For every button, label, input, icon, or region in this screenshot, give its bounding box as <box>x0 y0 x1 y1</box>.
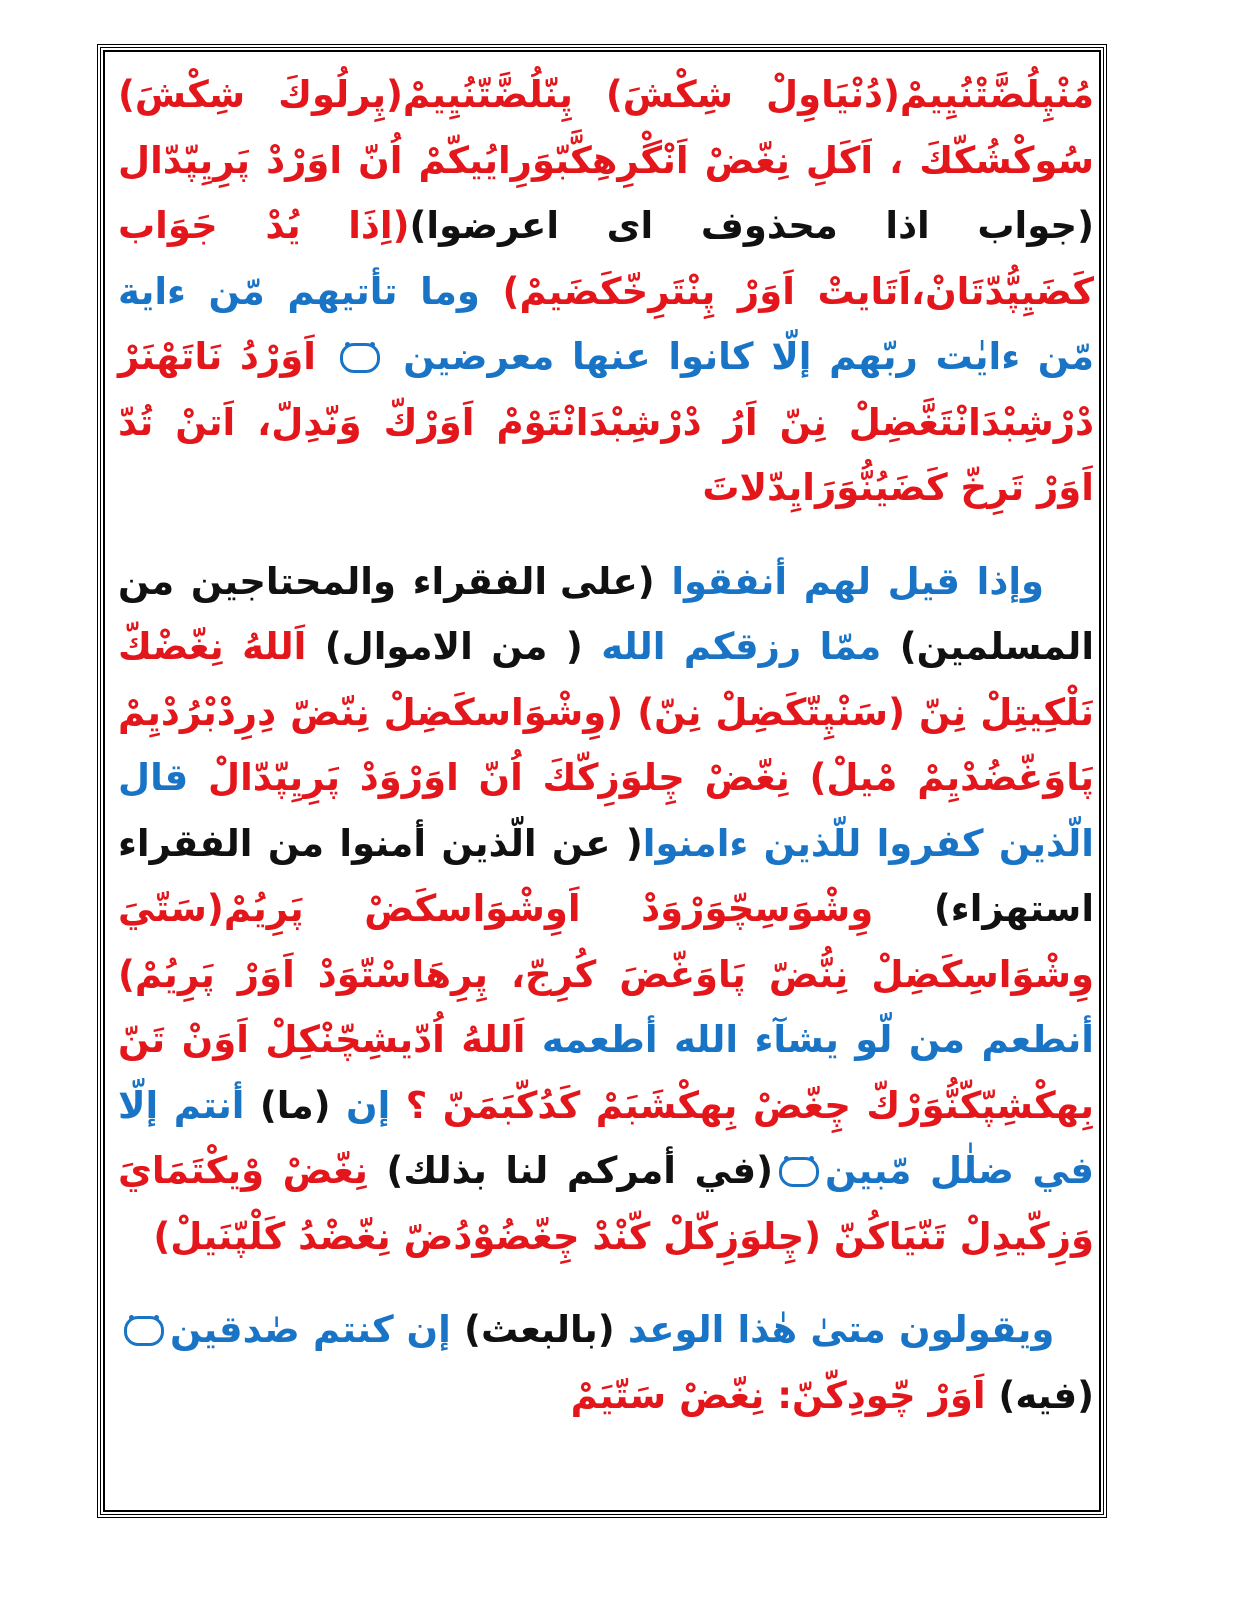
explanation-text: (جواب اذا محذوف اى اعرضوا) <box>409 204 1094 247</box>
commentary-text: اَوَرْ چّودِكّنّ: نِغّضْ سَتّيَمْ <box>570 1373 986 1417</box>
text-body <box>118 62 1094 1428</box>
verse-text: وما تأتيهم مّن ءاية مّن ءايٰت ربّهم إلّا كانوا عنها معرضين <box>118 269 1095 378</box>
paragraph-3 <box>118 1297 1094 1428</box>
commentary-text: اَللهُ نِغّضْكّ نَلْكِيتِلْ نِنّ (سَنْپِتّكَضِلْ نِنّ) (وِشْوَاسكَضِلْ نِنّضّ دِرِدْبْرُدْيِمْ پَاوَغّضُدْيِمْ مْيلْ) نِغّضْ چِلوَزِكّكَ اُنّ اوَرْوَدْ پَرِيِپّدّالْ <box>118 625 1094 799</box>
commentary-text: مُنْپِلُضَّتْنُيِيمْ(دُنْيَاوِلْ شِكْشَ) پِنّلُضَّتّنُيِيمْ(پِرلُوكَ شِكْشَ) سُوكْشُكّكَ ، اَكَلِ نِغّضْ اَنْگْرِهِكَّبّوَرِايُيكّمْ اُنّ اوَرْدْ پَرِيِپّدّال <box>118 73 1094 182</box>
commentary-text: (اِذَا يُدْ جَوَاب كَضَيِپُّدّتَانْ،اَتَايتْ اَوَرْ پِنْتَرِخّكَضَيمْ) <box>118 204 1094 313</box>
verse-text: ويقولون متىٰ هٰذا الوعد <box>627 1308 1055 1351</box>
verse-text: أنطعم من لّو يشآء الله أطعمه <box>541 1018 1094 1061</box>
verse-text: إن <box>346 1083 391 1127</box>
verse-text: ممّا رزقكم الله <box>601 625 882 668</box>
verse-text: أنتم إلّا في ضلٰل مّبين <box>118 1083 1095 1192</box>
explanation-text: ( من الاموال) <box>324 625 583 668</box>
ayah-end-marker-icon <box>779 1157 819 1187</box>
explanation-text: (ما) <box>259 1083 331 1127</box>
paragraph-1 <box>118 62 1094 521</box>
commentary-text: اَللهُ اُدّيشِچّنْكِلْ اَوَنْ تَنّ بِهكْشِپّكّنُّوَرْكّ چِغّضْ بِهكْشَبَمْ كَدُكّبَمَنّ ؟ <box>118 1018 1094 1127</box>
verse-text: وإذا قيل لهم أنفقوا <box>671 559 1045 603</box>
verse-text: قال الّذين كفروا للّذين ءامنوا <box>118 756 1094 865</box>
commentary-text: اَوَرْدُ نَاتَهْنَرْ دْرْشِبْدَانْتَغَّضِلْ نِنّ اَرُ دْرْشِبْدَانْتَوْمْ اَوَرْكّ وَنّدِلّ، اَتنْ تُدّ اَوَرْ تَرِخّ كَضَيُنُّوَرَايِدّلاتَ <box>118 335 1094 509</box>
verse-text: إن كنتم صٰدقين <box>170 1308 451 1351</box>
paragraph-2 <box>118 549 1094 1270</box>
explanation-text: (فيه) <box>998 1373 1094 1417</box>
commentary-text: نِغّضْ وْيكْتَمَايَ وَزِكّيدِلْ تَنّيَاكُنّ (چِلوَزِكّلْ كّنْدْ چِغّضُوْدُضّ نِغّضْدُ كَلْپّنَيلْ) <box>118 1149 1094 1258</box>
explanation-text: (بالبعث) <box>464 1308 615 1351</box>
explanation-text: (على الفقراء والمحتاجين من المسلمين) <box>118 559 1094 668</box>
explanation-text: (في أمركم لنا بذلك) <box>386 1149 774 1192</box>
explanation-text: ( عن الّذين أمنوا من الفقراء استهزاء) <box>118 821 1094 930</box>
commentary-text: وِشْوَسِچّوَرْوَدْ اَوِشْوَاسكَضْ پَرِيُمْ(سَتّيَ وِشْوَاسِكَضِلْ نِنُّضّ پَاوَغّضَ كُرِجّ، پِرِهَاسْتّوَدْ اَوَرْ پَرِيُمْ) <box>118 887 1094 996</box>
ayah-end-marker-icon <box>340 343 380 373</box>
ayah-end-marker-icon <box>124 1316 164 1346</box>
